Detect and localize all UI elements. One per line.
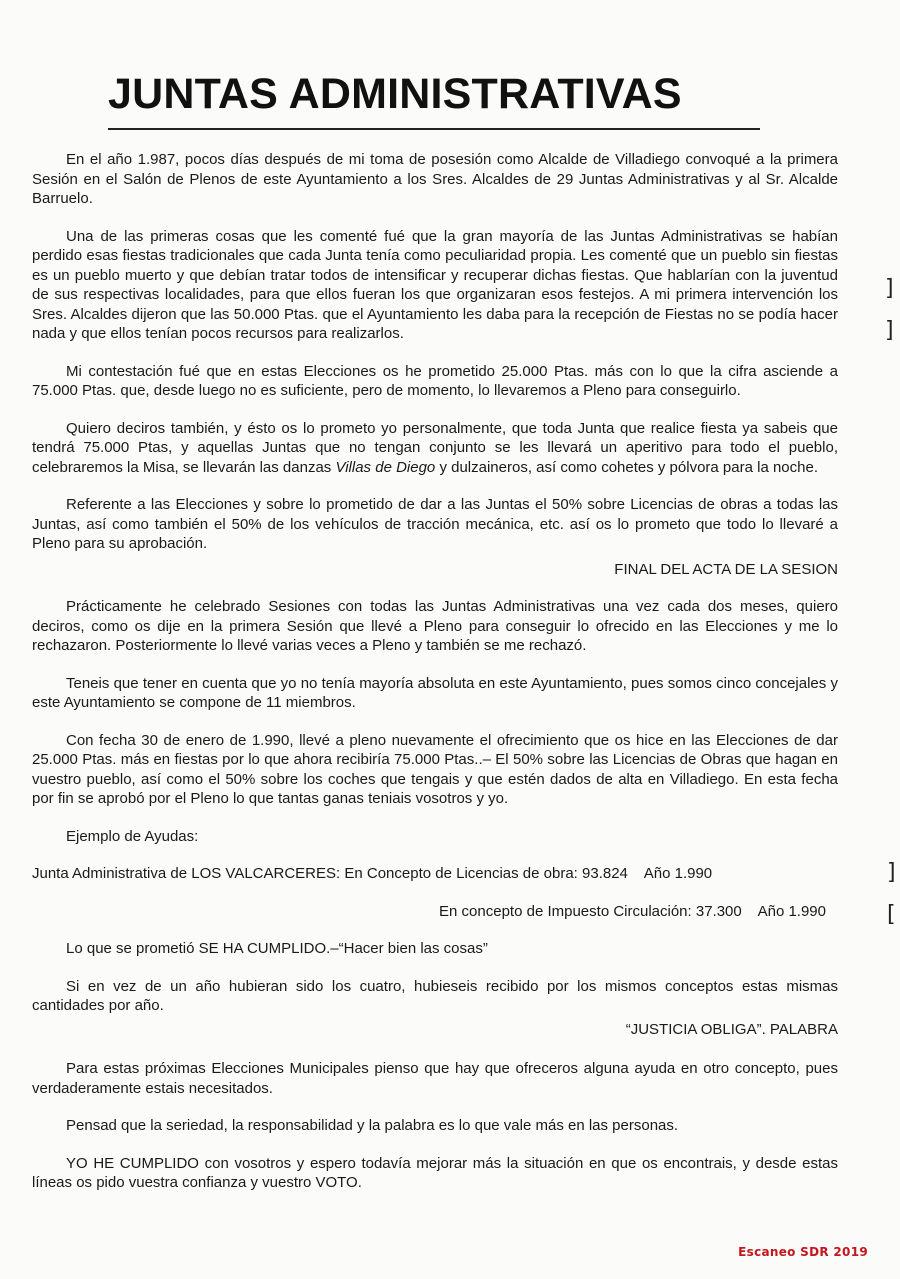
- ayuda-row-1: [32, 864, 838, 884]
- ayuda-2-year: Año 1.990: [757, 902, 826, 920]
- margin-bracket-mark: ]: [885, 318, 894, 343]
- paragraph-1: En el año 1.987, pocos días después de mi toma de posesión como Alcalde de Villadiego convoqué a la primera Sesión en el Salón de Plenos de este Ayuntamiento a los Sres. Alcaldes de 29 Juntas Administrativas y al Sr. Alcalde Barruelo.: [32, 151, 838, 207]
- ayuda-1-year: Año 1.990: [643, 865, 713, 882]
- margin-bracket-mark: ]: [887, 860, 896, 885]
- title-rule: [108, 128, 760, 130]
- ayuda-1-concept: Junta Administrativa de LOS VALCARCERES: En Concepto de Licencias de obra: 93.824: [32, 865, 628, 882]
- paragraph-4-italic: Villas de Diego: [335, 458, 436, 476]
- paragraph-9: Ejemplo de Ayudas:: [66, 827, 199, 845]
- paragraph-5: Referente a las Elecciones y sobre lo prometido de dar a las Juntas el 50% sobre Licencias de obras a todas las Juntas, así como también el 50% de los vehículos de tracción mecánica, etc. así os lo prometo que todo lo llevaré a Pleno para su aprobación.: [32, 496, 838, 552]
- justicia-obliga: “JUSTICIA OBLIGA”. PALABRA: [625, 1020, 838, 1038]
- paragraph-11: Si en vez de un año hubieran sido los cuatro, hubieseis recibido por los mismos conceptos estas mismas cantidades por año.: [32, 977, 838, 1014]
- paragraph-6: Prácticamente he celebrado Sesiones con todas las Juntas Administrativas una vez cada dos meses, quiero deciros, como os dije en la primera Sesión que llevé a Pleno para conseguir lo ofrecido en las Elecciones y me lo rechazaron. Posteriormente lo llevé varias veces a Pleno y también se me rechazó.: [32, 598, 838, 654]
- paragraph-3: Mi contestación fué que en estas Elecciones os he prometido 25.000 Ptas. más con lo que la cifra asciende a 75.000 Ptas. que, desde luego no es suficiente, pero de momento, lo llevaremos a Pleno para conseguirlo.: [32, 362, 838, 399]
- final-acta-label: FINAL DEL ACTA DE LA SESION: [614, 560, 838, 578]
- paragraph-14: YO HE CUMPLIDO con vosotros y espero todavía mejorar más la situación en que os encontrais, y desde estas líneas os pido vuestra confianza y vuestro VOTO.: [32, 1154, 838, 1191]
- scan-stamp: Escaneo SDR 2019: [738, 1245, 868, 1259]
- margin-bracket-mark: ]: [885, 276, 894, 301]
- paragraph-4-part-a: Quiero deciros también, y ésto os lo prometo yo personalmente, que toda Junta que realice fiesta ya sabeis que tendrá 75.000 Ptas, y aquellas Juntas que no tengan conjunto se les llevará un aperitivo para todo el pueblo, celebraremos la Misa, se llevarán las danzas: [32, 419, 838, 476]
- paragraph-4-part-b: y dulzaineros, así como cohetes y pólvora para la noche.: [435, 458, 818, 476]
- article-body: [32, 150, 838, 1193]
- margin-bracket-mark: [: [887, 902, 896, 927]
- paragraph-12: Para estas próximas Elecciones Municipales pienso que hay que ofreceros alguna ayuda en otro concepto, pues verdaderamente estais necesitados.: [32, 1060, 838, 1097]
- page-title: JUNTAS ADMINISTRATIVAS: [108, 70, 682, 118]
- paragraph-13: Pensad que la seriedad, la responsabilidad y la palabra es lo que vale más en las personas.: [66, 1117, 679, 1134]
- paragraph-10: Lo que se prometió SE HA CUMPLIDO.–“Hacer bien las cosas”: [66, 940, 488, 957]
- paragraph-8: Con fecha 30 de enero de 1.990, llevé a pleno nuevamente el ofrecimiento que os hice en las Elecciones de dar 25.000 Ptas. más en fiestas por lo que ahora recibiría 75.000 Ptas..– El 50% sobre las Licencias de Obras que hagan en vuestro pueblo, así como el 50% sobre los coches que tengais y que estén dados de alta en Villadiego. En esta fecha por fin se aprobó por el Pleno lo que tantas ganas teniais vosotros y yo.: [32, 731, 838, 807]
- ayuda-row-2: [32, 902, 838, 922]
- paragraph-2: Una de las primeras cosas que les comenté fué que la gran mayoría de las Juntas Administrativas se habían perdido esas fiestas tradicionales que cada Junta tenía como peculiaridad propia. Les comenté que un pueblo sin fiestas es un pueblo muerto y que debían tratar todos de intensificar y recuperar dichas fiestas. Que hablarían con la juventud de sus respectivas localidades, para que ellos fueran los que organizaran esos festejos. A mi primera intervención los Sres. Alcaldes dijeron que las 50.000 Ptas. que el Ayuntamiento les daba para la recepción de Fiestas no se podía hacer nada y que ellos tenían pocos recursos para realizarlos.: [32, 227, 838, 342]
- paragraph-7: Teneis que tener en cuenta que yo no tenía mayoría absoluta en este Ayuntamiento, pues somos cinco concejales y este Ayuntamiento se compone de 11 miembros.: [32, 674, 838, 711]
- paragraph-4: [32, 419, 838, 478]
- ayuda-2-concept: En concepto de Impuesto Circulación: 37.300: [439, 902, 742, 920]
